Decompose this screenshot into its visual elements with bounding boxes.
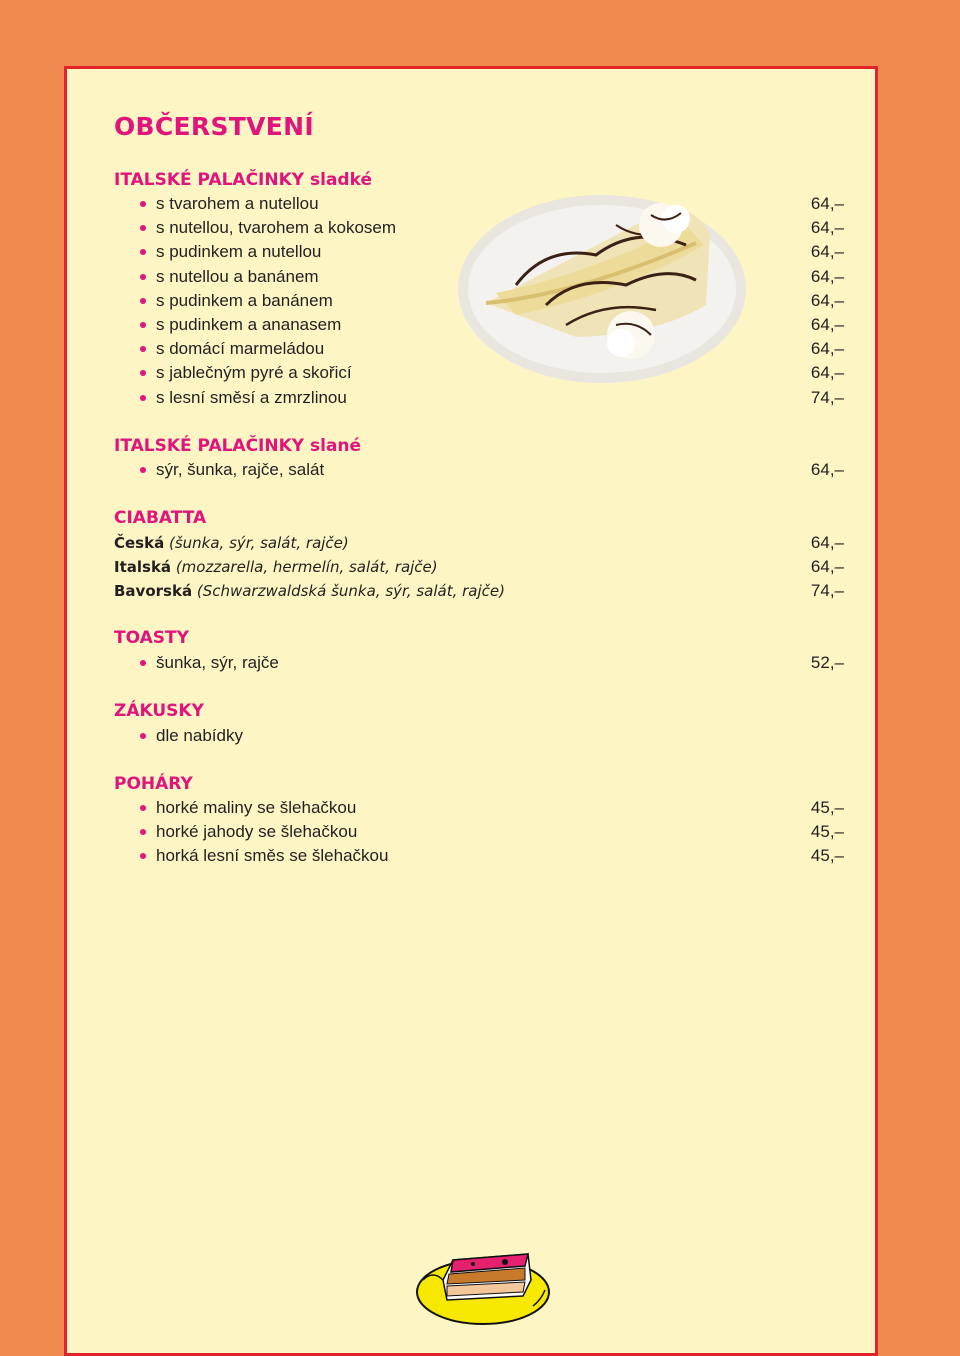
- cake-slice-drawing: [413, 1240, 553, 1325]
- section-heading-savory: ITALSKÉ PALAČINKY slané: [114, 436, 362, 456]
- menu-item-price: 64,–: [810, 315, 844, 334]
- bullet-icon: [140, 346, 146, 352]
- menu-item-label: s pudinkem a nutellou: [156, 242, 322, 262]
- menu-item-label: s nutellou a banánem: [156, 266, 319, 286]
- ciabatta-item: [114, 531, 844, 555]
- bullet-icon: [140, 733, 146, 739]
- ciabatta-item: [114, 555, 844, 579]
- menu-item-price: 74,–: [810, 387, 844, 407]
- menu-item-price: 45,–: [810, 822, 844, 842]
- bullet-icon: [140, 395, 146, 401]
- bullet-icon: [140, 370, 146, 376]
- bullet-icon: [140, 322, 146, 328]
- section-heading-toasty: TOASTY: [114, 628, 189, 648]
- menu-item: [140, 337, 844, 361]
- bullet-icon: [140, 298, 146, 304]
- menu-item-label: horké jahody se šlehačkou: [156, 822, 358, 842]
- menu-item: [140, 361, 844, 385]
- section-heading-zakusky: ZÁKUSKY: [114, 701, 204, 721]
- bullet-icon: [140, 225, 146, 231]
- menu-item: [140, 240, 844, 264]
- bullet-icon: [140, 201, 146, 207]
- menu-item: [140, 289, 844, 313]
- menu-item-label: s domácí marmeládou: [156, 339, 325, 359]
- bullet-icon: [140, 467, 146, 473]
- ciabatta-description: (Schwarzwaldská šunka, sýr, salát, rajče): [196, 582, 505, 600]
- menu-item-label: s pudinkem a ananasem: [156, 315, 342, 334]
- menu-item-label: s pudinkem a banánem: [156, 290, 333, 310]
- menu-item-label: horké maliny se šlehačkou: [156, 798, 357, 817]
- bullet-icon: [140, 829, 146, 835]
- bullet-icon: [140, 249, 146, 255]
- menu-item-price: 64,–: [810, 218, 844, 238]
- ciabatta-item: [114, 579, 844, 603]
- ciabatta-name: Česká: [114, 534, 165, 552]
- menu-item-label: s lesní směsí a zmrzlinou: [156, 387, 347, 407]
- menu-item: [140, 796, 844, 820]
- ciabatta-description: (mozzarella, hermelín, salát, rajče): [175, 558, 438, 576]
- menu-item-label: s tvarohem a nutellou: [156, 194, 319, 213]
- ciabatta-name: Italská: [114, 558, 172, 576]
- menu-item: [140, 724, 844, 748]
- ciabatta-name: Bavorská: [114, 582, 193, 600]
- menu-item-price: 64,–: [810, 242, 844, 262]
- menu-item: [140, 265, 844, 289]
- menu-item: [140, 386, 844, 410]
- menu-item: [140, 458, 844, 482]
- section-heading-sweet: ITALSKÉ PALAČINKY sladké: [114, 170, 372, 190]
- menu-item-price: 52,–: [810, 653, 844, 672]
- menu-item-label: šunka, sýr, rajče: [156, 653, 279, 672]
- menu-item-label: s nutellou, tvarohem a kokosem: [156, 218, 397, 238]
- ciabatta-price: 64,–: [810, 557, 844, 576]
- menu-item: [140, 820, 844, 844]
- menu-item-price: 45,–: [810, 798, 844, 817]
- section-heading-ciabatta: CIABATTA: [114, 508, 207, 528]
- bullet-icon: [140, 853, 146, 859]
- menu-item: [140, 651, 844, 675]
- menu-item-label: s jablečným pyré a skořicí: [156, 363, 352, 383]
- ciabatta-price: 64,–: [810, 533, 844, 552]
- bullet-icon: [140, 274, 146, 280]
- menu-item: [140, 844, 844, 868]
- menu-item: [140, 313, 844, 337]
- menu-item-price: 64,–: [810, 194, 844, 213]
- menu-item-price: 45,–: [810, 846, 844, 866]
- menu-item-label: horká lesní směs se šlehačkou: [156, 846, 389, 866]
- page-title: OBČERSTVENÍ: [114, 112, 314, 141]
- menu-item-price: 64,–: [810, 290, 844, 310]
- menu-item-price: 64,–: [810, 266, 844, 286]
- bullet-icon: [140, 660, 146, 666]
- menu-item-label: sýr, šunka, rajče, salát: [156, 460, 325, 479]
- menu-item-price: 64,–: [810, 339, 844, 359]
- menu-item: [140, 216, 844, 240]
- ciabatta-price: 74,–: [810, 581, 844, 600]
- menu-item-price: 64,–: [810, 460, 844, 479]
- menu-item-price: 64,–: [810, 363, 844, 383]
- bullet-icon: [140, 805, 146, 811]
- menu-item-label: dle nabídky: [156, 726, 243, 745]
- menu-item: [140, 192, 844, 216]
- section-heading-pohary: POHÁRY: [114, 774, 193, 794]
- ciabatta-description: (šunka, sýr, salát, rajče): [169, 534, 349, 552]
